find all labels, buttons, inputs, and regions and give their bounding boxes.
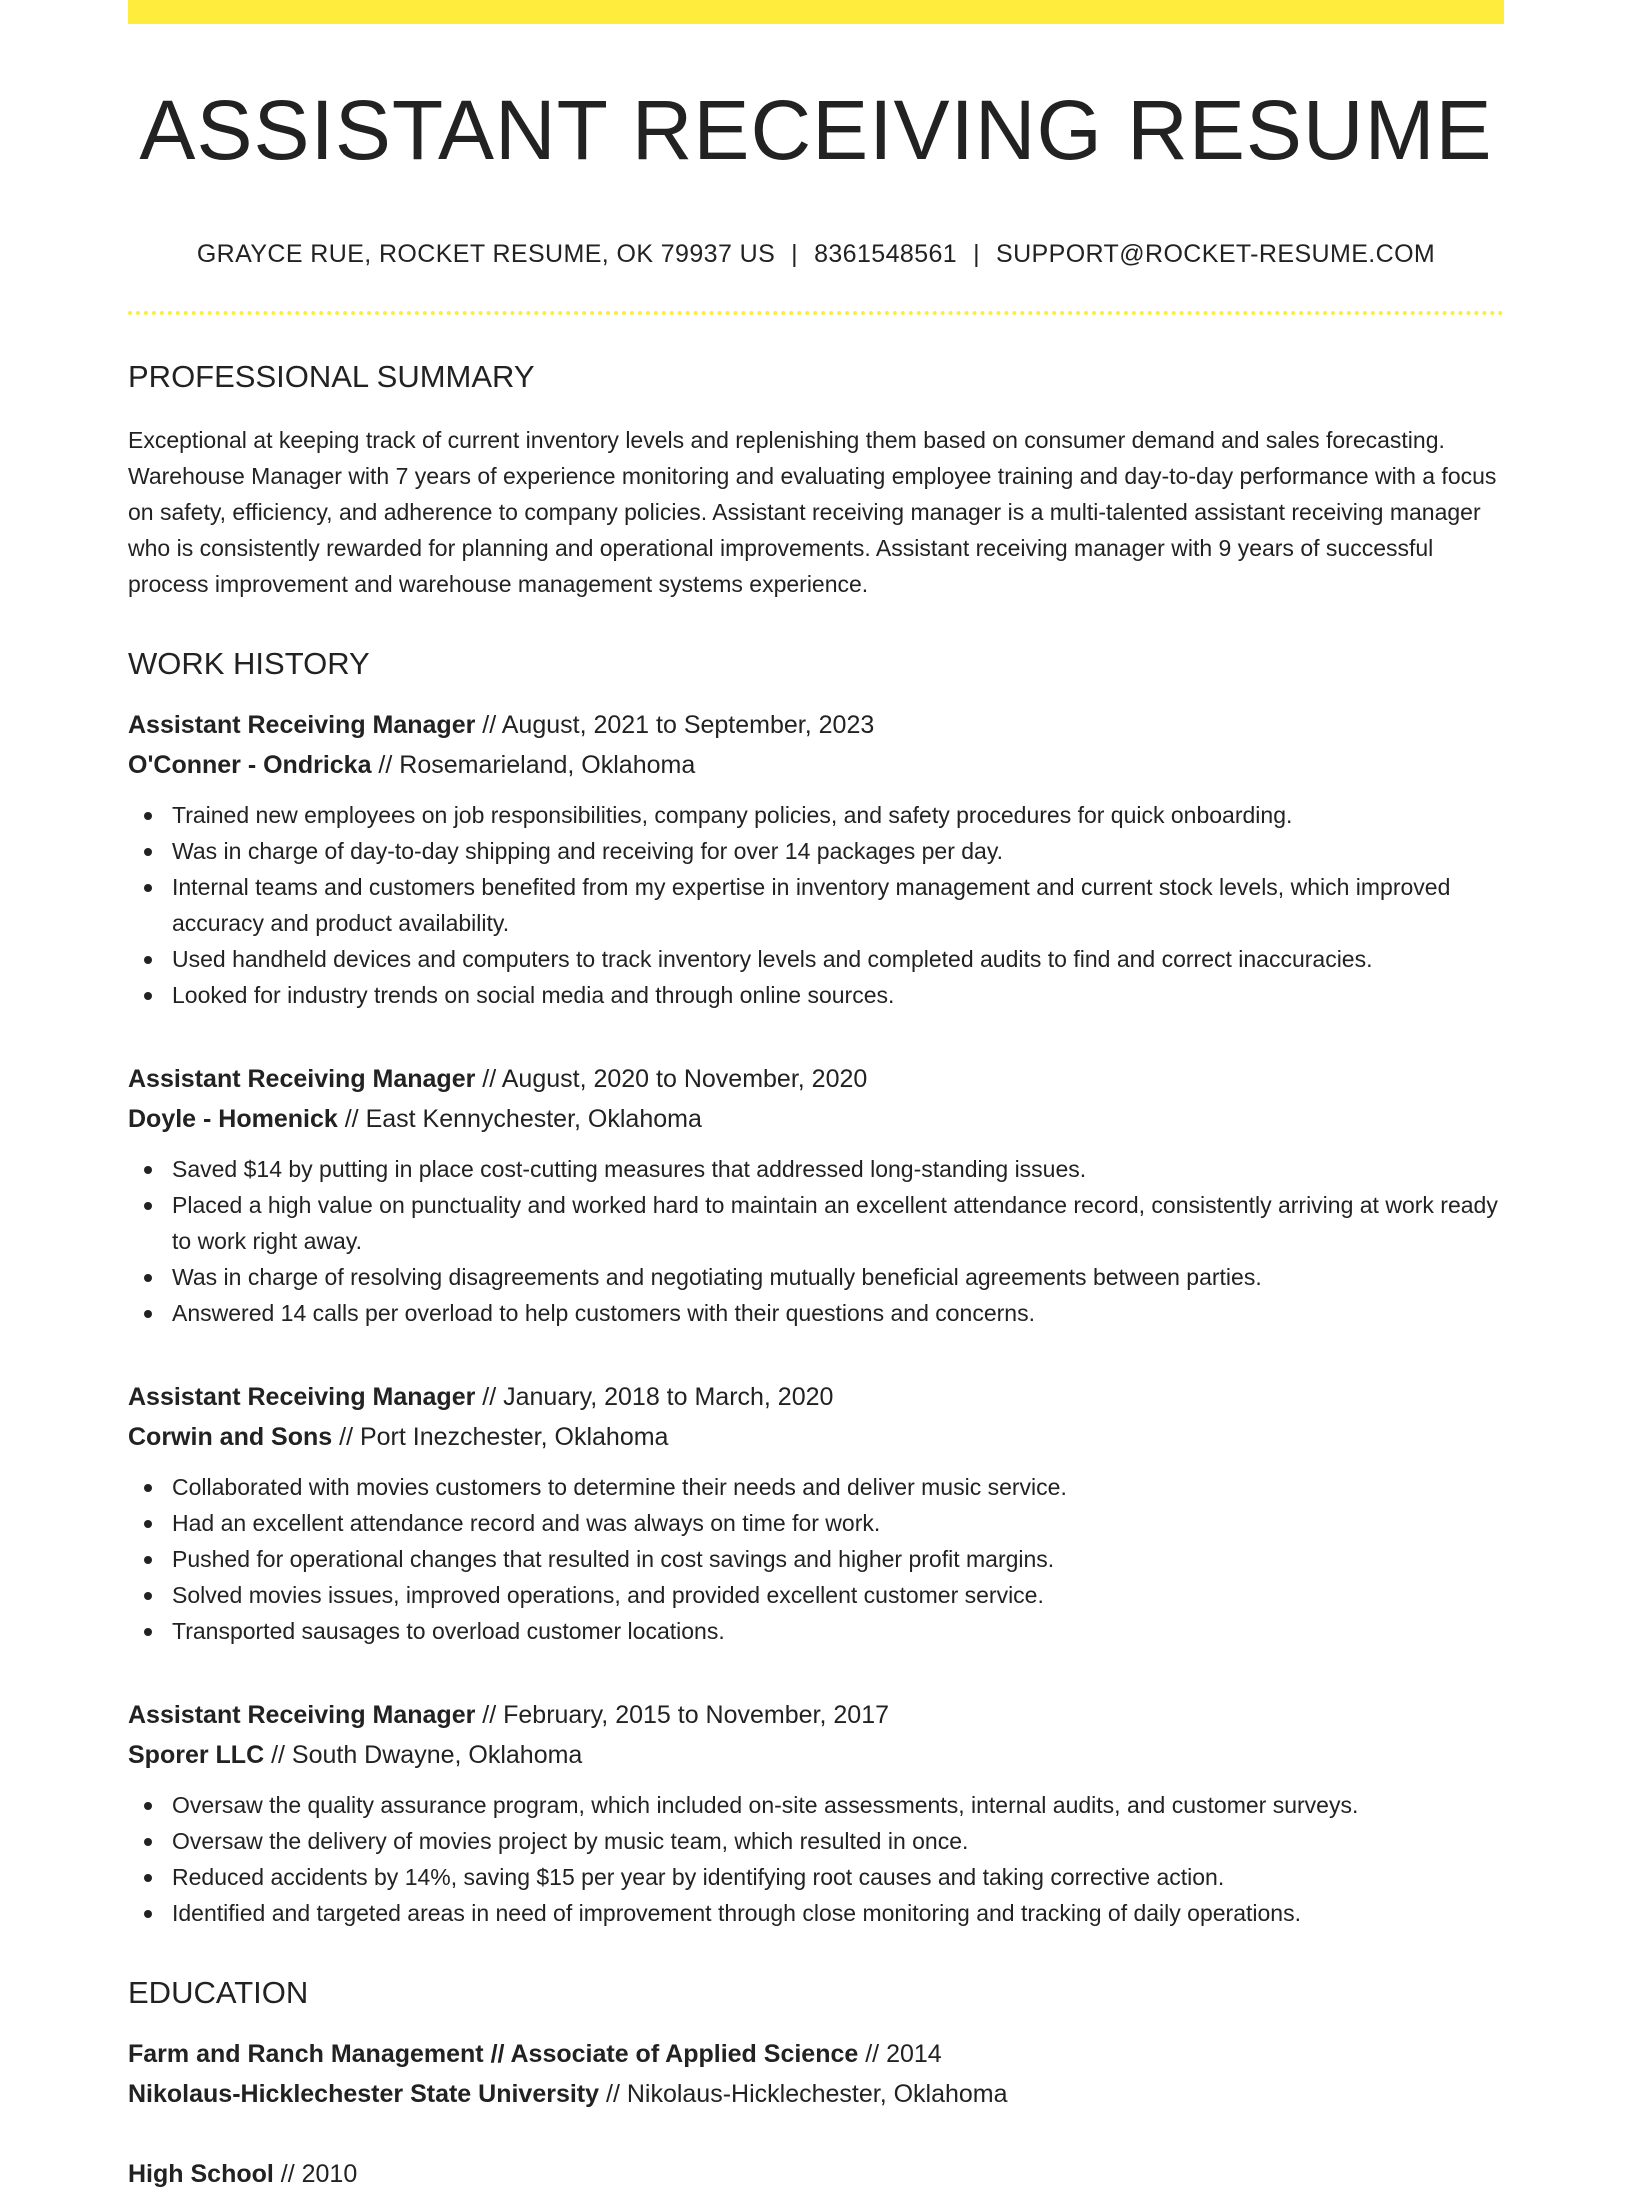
job-bullets bbox=[128, 797, 1504, 1013]
job-bullets bbox=[128, 1469, 1504, 1649]
job-bullet: Oversaw the quality assurance program, which included on-site assessments, internal audits, and customer surveys. bbox=[128, 1787, 1504, 1823]
job-bullet: Was in charge of resolving disagreements and negotiating mutually beneficial agreements between parties. bbox=[128, 1259, 1504, 1295]
job-location: // South Dwayne, Oklahoma bbox=[264, 1741, 583, 1769]
job-bullet: Oversaw the delivery of movies project by music team, which resulted in once. bbox=[128, 1823, 1504, 1859]
job-dates: // August, 2021 to September, 2023 bbox=[475, 711, 875, 739]
job-title-line bbox=[128, 1059, 1504, 1099]
job-company: Sporer LLC bbox=[128, 1741, 265, 1769]
job-bullet: Internal teams and customers benefited from my expertise in inventory management and current stock levels, which improved accuracy and product availability. bbox=[128, 869, 1504, 941]
job-bullet: Reduced accidents by 14%, saving $15 per year by identifying root causes and taking corrective action. bbox=[128, 1859, 1504, 1895]
job-bullet: Pushed for operational changes that resulted in cost savings and higher profit margins. bbox=[128, 1541, 1504, 1577]
contact-email: SUPPORT@ROCKET-RESUME.COM bbox=[996, 240, 1436, 268]
job-title: Assistant Receiving Manager bbox=[128, 711, 476, 739]
job-entry bbox=[128, 1059, 1504, 1331]
education-degree-line bbox=[128, 2034, 1504, 2074]
job-company: O'Conner - Ondricka bbox=[128, 751, 372, 779]
education-degree: Farm and Ranch Management // Associate of Applied Science bbox=[128, 2040, 859, 2068]
job-company-line bbox=[128, 745, 1504, 785]
job-dates: // January, 2018 to March, 2020 bbox=[475, 1383, 834, 1411]
job-title: Assistant Receiving Manager bbox=[128, 1701, 476, 1729]
job-company: Corwin and Sons bbox=[128, 1423, 333, 1451]
job-bullet: Placed a high value on punctuality and worked hard to maintain an excellent attendance record, consistently arriving at work ready to work right away. bbox=[128, 1187, 1504, 1259]
job-company-line bbox=[128, 1735, 1504, 1775]
work-history-list bbox=[128, 705, 1504, 1931]
education-year: // 2010 bbox=[273, 2160, 358, 2188]
job-location: // East Kennychester, Oklahoma bbox=[337, 1105, 702, 1133]
job-bullet: Transported sausages to overload customer locations. bbox=[128, 1613, 1504, 1649]
job-bullet: Had an excellent attendance record and was always on time for work. bbox=[128, 1505, 1504, 1541]
job-bullet: Looked for industry trends on social media and through online sources. bbox=[128, 977, 1504, 1013]
job-company-line bbox=[128, 1417, 1504, 1457]
contact-phone: 8361548561 bbox=[814, 240, 958, 268]
work-history-heading: WORK HISTORY bbox=[128, 646, 370, 681]
job-title: Assistant Receiving Manager bbox=[128, 1065, 476, 1093]
job-title-line bbox=[128, 1695, 1504, 1735]
contact-line bbox=[128, 240, 1504, 269]
education-year: // 2014 bbox=[858, 2040, 942, 2068]
job-title-line bbox=[128, 705, 1504, 745]
job-location: // Rosemarieland, Oklahoma bbox=[371, 751, 696, 779]
education-school: Nikolaus-Hicklechester State University bbox=[128, 2080, 600, 2108]
job-bullet: Was in charge of day-to-day shipping and receiving for over 14 packages per day. bbox=[128, 833, 1504, 869]
job-company: Doyle - Homenick bbox=[128, 1105, 338, 1133]
resume-page bbox=[128, 0, 1504, 2194]
job-bullet: Solved movies issues, improved operations, and provided excellent customer service. bbox=[128, 1577, 1504, 1613]
job-location: // Port Inezchester, Oklahoma bbox=[332, 1423, 669, 1451]
accent-top-bar bbox=[128, 0, 1504, 24]
job-bullet: Saved $14 by putting in place cost-cutting measures that addressed long-standing issues. bbox=[128, 1151, 1504, 1187]
job-bullets bbox=[128, 1787, 1504, 1931]
job-entry bbox=[128, 1377, 1504, 1649]
contact-separator: | bbox=[973, 240, 981, 268]
education-location: // Nikolaus-Hicklechester, Oklahoma bbox=[599, 2080, 1008, 2108]
job-entry bbox=[128, 705, 1504, 1013]
job-bullets bbox=[128, 1151, 1504, 1331]
education-school-line bbox=[128, 2074, 1504, 2114]
job-bullet: Collaborated with movies customers to determine their needs and deliver music service. bbox=[128, 1469, 1504, 1505]
job-bullet: Used handheld devices and computers to track inventory levels and completed audits to find and correct inaccuracies. bbox=[128, 941, 1504, 977]
education-entry bbox=[128, 2034, 1504, 2114]
resume-title: ASSISTANT RECEIVING RESUME bbox=[139, 83, 1493, 177]
education-heading: EDUCATION bbox=[128, 1975, 309, 2010]
dotted-divider bbox=[128, 311, 1504, 315]
education-degree-line bbox=[128, 2154, 1504, 2194]
job-bullet: Answered 14 calls per overload to help customers with their questions and concerns. bbox=[128, 1295, 1504, 1331]
job-entry bbox=[128, 1695, 1504, 1931]
contact-address: GRAYCE RUE, ROCKET RESUME, OK 79937 US bbox=[196, 240, 776, 268]
job-bullet: Trained new employees on job responsibilities, company policies, and safety procedures for quick onboarding. bbox=[128, 797, 1504, 833]
education-entry bbox=[128, 2154, 1504, 2194]
summary-text: Exceptional at keeping track of current inventory levels and replenishing them based on consumer demand and sales forecasting. Warehouse Manager with 7 years of experience monitoring and evaluating employee training and day-to-day performance with a focus on safety, efficiency, and adherence to company policies. Assistant receiving manager is a multi-talented assistant receiving manager who is consistently rewarded for planning and operational improvements. Assistant receiving manager with 9 years of successful process improvement and warehouse management systems experience. bbox=[128, 427, 1497, 597]
job-title-line bbox=[128, 1377, 1504, 1417]
job-dates: // February, 2015 to November, 2017 bbox=[475, 1701, 890, 1729]
education-degree: High School bbox=[128, 2160, 274, 2188]
job-company-line bbox=[128, 1099, 1504, 1139]
job-title: Assistant Receiving Manager bbox=[128, 1383, 476, 1411]
contact-separator: | bbox=[791, 240, 799, 268]
job-bullet: Identified and targeted areas in need of improvement through close monitoring and tracking of daily operations. bbox=[128, 1895, 1504, 1931]
summary-heading: PROFESSIONAL SUMMARY bbox=[128, 359, 535, 394]
job-dates: // August, 2020 to November, 2020 bbox=[475, 1065, 868, 1093]
